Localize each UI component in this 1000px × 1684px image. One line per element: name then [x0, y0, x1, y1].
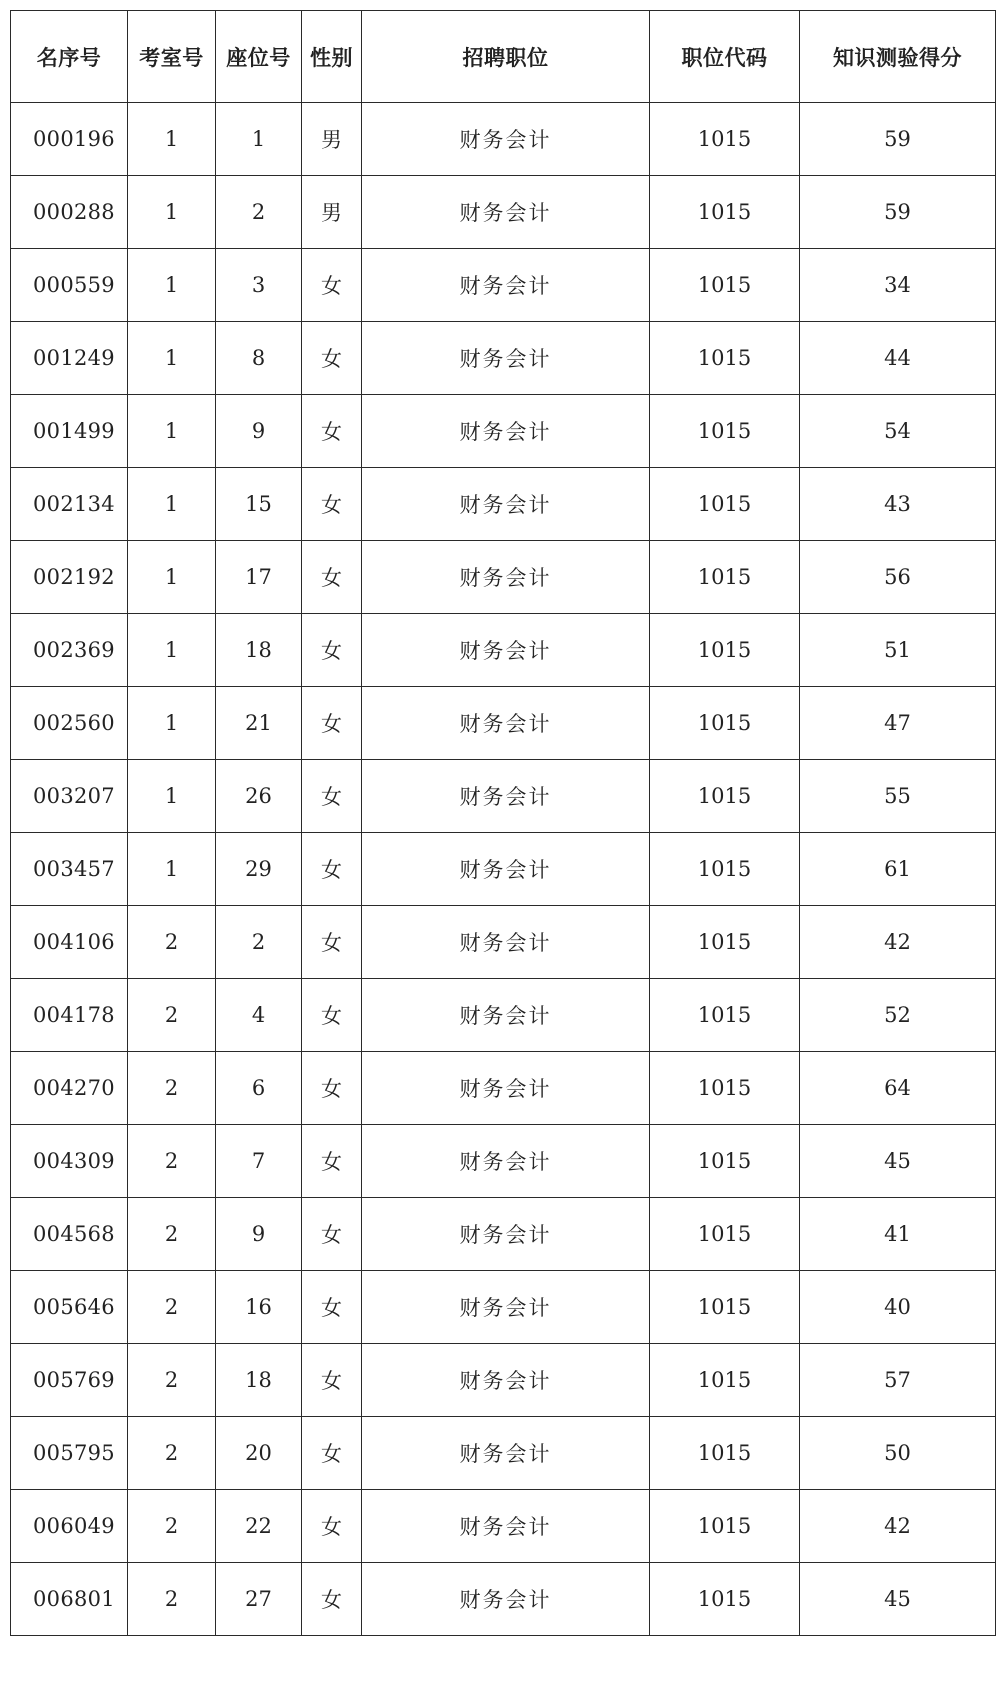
cell-position: 财务会计: [362, 1563, 650, 1636]
cell-position: 财务会计: [362, 176, 650, 249]
header-room: 考室号: [128, 11, 216, 103]
cell-code: 1015: [650, 1490, 800, 1563]
cell-gender: 女: [302, 1417, 362, 1490]
cell-score: 40: [800, 1271, 996, 1344]
cell-score: 56: [800, 541, 996, 614]
cell-seq: 004270: [11, 1052, 128, 1125]
cell-score: 47: [800, 687, 996, 760]
table-row: [11, 1563, 996, 1636]
cell-seat: 6: [216, 1052, 302, 1125]
cell-position: 财务会计: [362, 1198, 650, 1271]
cell-gender: 女: [302, 322, 362, 395]
cell-gender: 女: [302, 1344, 362, 1417]
cell-seq: 003457: [11, 833, 128, 906]
cell-code: 1015: [650, 1198, 800, 1271]
cell-code: 1015: [650, 322, 800, 395]
cell-seat: 18: [216, 614, 302, 687]
cell-seq: 002134: [11, 468, 128, 541]
cell-seat: 22: [216, 1490, 302, 1563]
cell-position: 财务会计: [362, 614, 650, 687]
cell-code: 1015: [650, 395, 800, 468]
cell-code: 1015: [650, 1125, 800, 1198]
cell-seq: 005646: [11, 1271, 128, 1344]
cell-position: 财务会计: [362, 322, 650, 395]
table-row: [11, 687, 996, 760]
cell-gender: 女: [302, 614, 362, 687]
header-score: 知识测验得分: [800, 11, 996, 103]
cell-seq: 006049: [11, 1490, 128, 1563]
cell-score: 59: [800, 176, 996, 249]
cell-gender: 女: [302, 906, 362, 979]
cell-room: 2: [128, 1198, 216, 1271]
cell-position: 财务会计: [362, 1417, 650, 1490]
table-row: [11, 1344, 996, 1417]
cell-gender: 女: [302, 1198, 362, 1271]
cell-code: 1015: [650, 1052, 800, 1125]
cell-code: 1015: [650, 103, 800, 176]
cell-position: 财务会计: [362, 395, 650, 468]
cell-seq: 005769: [11, 1344, 128, 1417]
cell-seat: 9: [216, 395, 302, 468]
table-row: [11, 395, 996, 468]
cell-code: 1015: [650, 468, 800, 541]
cell-gender: 女: [302, 395, 362, 468]
cell-room: 1: [128, 395, 216, 468]
table-row: [11, 1417, 996, 1490]
table-row: [11, 979, 996, 1052]
cell-score: 50: [800, 1417, 996, 1490]
cell-score: 42: [800, 906, 996, 979]
table-row: [11, 1271, 996, 1344]
cell-room: 2: [128, 1344, 216, 1417]
cell-seq: 005795: [11, 1417, 128, 1490]
cell-seq: 004178: [11, 979, 128, 1052]
cell-seat: 2: [216, 176, 302, 249]
cell-position: 财务会计: [362, 760, 650, 833]
cell-seq: 000196: [11, 103, 128, 176]
cell-seat: 16: [216, 1271, 302, 1344]
cell-room: 1: [128, 468, 216, 541]
header-seq: 名序号: [11, 11, 128, 103]
cell-room: 2: [128, 1125, 216, 1198]
table-row: [11, 833, 996, 906]
cell-position: 财务会计: [362, 833, 650, 906]
cell-room: 2: [128, 1052, 216, 1125]
cell-code: 1015: [650, 1563, 800, 1636]
cell-seq: 004568: [11, 1198, 128, 1271]
cell-room: 2: [128, 906, 216, 979]
cell-position: 财务会计: [362, 1052, 650, 1125]
cell-seat: 3: [216, 249, 302, 322]
cell-seq: 001499: [11, 395, 128, 468]
cell-code: 1015: [650, 1344, 800, 1417]
cell-seat: 29: [216, 833, 302, 906]
header-row: [11, 11, 996, 103]
cell-seat: 17: [216, 541, 302, 614]
cell-position: 财务会计: [362, 979, 650, 1052]
cell-room: 1: [128, 687, 216, 760]
cell-seat: 20: [216, 1417, 302, 1490]
cell-score: 34: [800, 249, 996, 322]
cell-gender: 男: [302, 176, 362, 249]
cell-code: 1015: [650, 906, 800, 979]
cell-score: 45: [800, 1563, 996, 1636]
cell-seat: 1: [216, 103, 302, 176]
cell-score: 64: [800, 1052, 996, 1125]
cell-code: 1015: [650, 979, 800, 1052]
cell-seq: 000288: [11, 176, 128, 249]
cell-code: 1015: [650, 833, 800, 906]
cell-gender: 女: [302, 1125, 362, 1198]
cell-score: 43: [800, 468, 996, 541]
cell-score: 55: [800, 760, 996, 833]
score-table: [10, 10, 996, 1636]
cell-position: 财务会计: [362, 249, 650, 322]
table-row: [11, 541, 996, 614]
cell-room: 1: [128, 322, 216, 395]
table-row: [11, 614, 996, 687]
cell-room: 2: [128, 1271, 216, 1344]
cell-room: 1: [128, 833, 216, 906]
cell-gender: 女: [302, 1490, 362, 1563]
cell-score: 52: [800, 979, 996, 1052]
cell-seat: 15: [216, 468, 302, 541]
table-header: [11, 11, 996, 103]
cell-seq: 000559: [11, 249, 128, 322]
cell-position: 财务会计: [362, 1271, 650, 1344]
cell-score: 61: [800, 833, 996, 906]
cell-room: 1: [128, 249, 216, 322]
cell-position: 财务会计: [362, 906, 650, 979]
cell-gender: 女: [302, 541, 362, 614]
cell-position: 财务会计: [362, 1490, 650, 1563]
cell-score: 41: [800, 1198, 996, 1271]
table-row: [11, 322, 996, 395]
cell-seq: 004309: [11, 1125, 128, 1198]
table-row: [11, 906, 996, 979]
cell-gender: 女: [302, 979, 362, 1052]
cell-position: 财务会计: [362, 687, 650, 760]
cell-seq: 002369: [11, 614, 128, 687]
cell-gender: 女: [302, 687, 362, 760]
table-row: [11, 760, 996, 833]
cell-position: 财务会计: [362, 468, 650, 541]
cell-gender: 女: [302, 760, 362, 833]
cell-room: 1: [128, 541, 216, 614]
cell-code: 1015: [650, 1271, 800, 1344]
cell-room: 1: [128, 176, 216, 249]
cell-score: 57: [800, 1344, 996, 1417]
cell-seat: 21: [216, 687, 302, 760]
cell-seat: 4: [216, 979, 302, 1052]
cell-code: 1015: [650, 614, 800, 687]
cell-code: 1015: [650, 249, 800, 322]
cell-position: 财务会计: [362, 1125, 650, 1198]
cell-room: 1: [128, 614, 216, 687]
table-body: [11, 103, 996, 1636]
cell-position: 财务会计: [362, 1344, 650, 1417]
header-seat: 座位号: [216, 11, 302, 103]
cell-score: 44: [800, 322, 996, 395]
cell-room: 2: [128, 1417, 216, 1490]
cell-score: 45: [800, 1125, 996, 1198]
cell-gender: 女: [302, 249, 362, 322]
cell-seq: 004106: [11, 906, 128, 979]
cell-gender: 男: [302, 103, 362, 176]
cell-room: 2: [128, 979, 216, 1052]
cell-score: 59: [800, 103, 996, 176]
cell-room: 2: [128, 1563, 216, 1636]
cell-code: 1015: [650, 541, 800, 614]
cell-seat: 26: [216, 760, 302, 833]
cell-score: 42: [800, 1490, 996, 1563]
cell-gender: 女: [302, 1563, 362, 1636]
table-row: [11, 176, 996, 249]
cell-seq: 002192: [11, 541, 128, 614]
table-row: [11, 1198, 996, 1271]
cell-room: 1: [128, 103, 216, 176]
cell-seq: 002560: [11, 687, 128, 760]
cell-seq: 006801: [11, 1563, 128, 1636]
cell-code: 1015: [650, 1417, 800, 1490]
table-row: [11, 1125, 996, 1198]
cell-position: 财务会计: [362, 541, 650, 614]
cell-seat: 8: [216, 322, 302, 395]
cell-gender: 女: [302, 468, 362, 541]
cell-code: 1015: [650, 760, 800, 833]
cell-gender: 女: [302, 833, 362, 906]
header-code: 职位代码: [650, 11, 800, 103]
table-row: [11, 1490, 996, 1563]
cell-room: 2: [128, 1490, 216, 1563]
cell-room: 1: [128, 760, 216, 833]
cell-seq: 003207: [11, 760, 128, 833]
cell-code: 1015: [650, 176, 800, 249]
table-row: [11, 249, 996, 322]
table-row: [11, 468, 996, 541]
cell-code: 1015: [650, 687, 800, 760]
cell-seat: 7: [216, 1125, 302, 1198]
cell-seq: 001249: [11, 322, 128, 395]
header-position: 招聘职位: [362, 11, 650, 103]
cell-seat: 18: [216, 1344, 302, 1417]
table-row: [11, 103, 996, 176]
cell-seat: 2: [216, 906, 302, 979]
cell-gender: 女: [302, 1271, 362, 1344]
cell-gender: 女: [302, 1052, 362, 1125]
cell-seat: 9: [216, 1198, 302, 1271]
cell-score: 51: [800, 614, 996, 687]
cell-score: 54: [800, 395, 996, 468]
table-row: [11, 1052, 996, 1125]
cell-position: 财务会计: [362, 103, 650, 176]
header-gender: 性别: [302, 11, 362, 103]
cell-seat: 27: [216, 1563, 302, 1636]
